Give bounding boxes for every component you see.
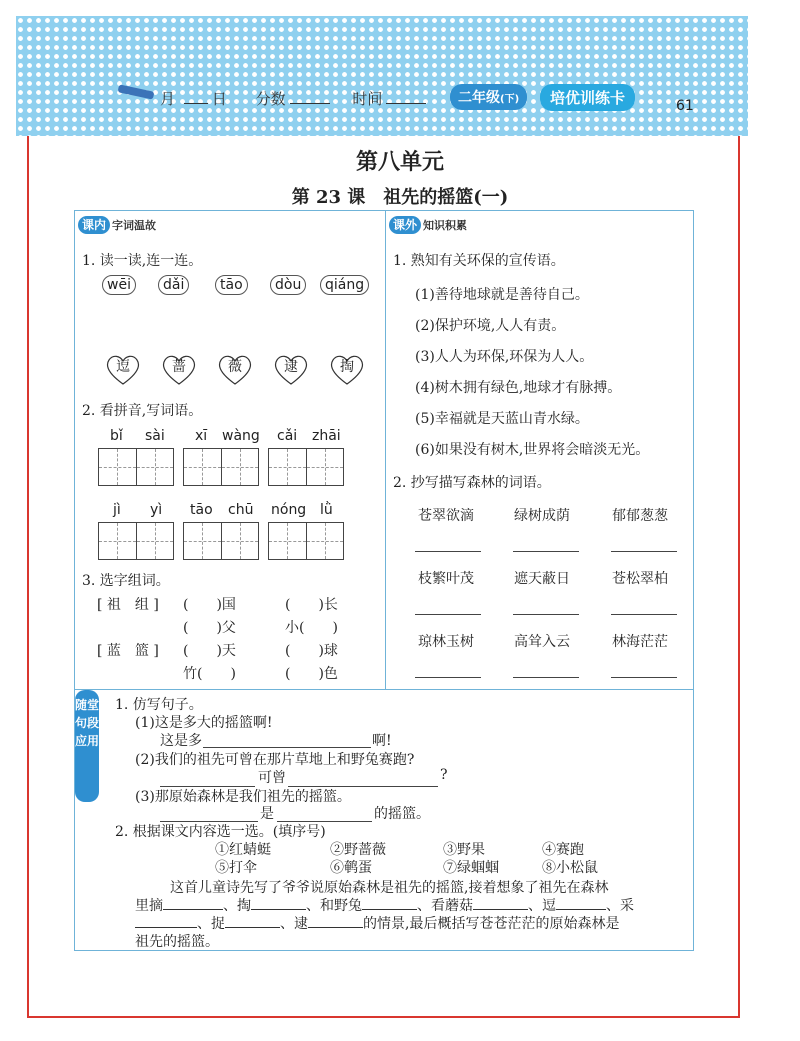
para-text: 里摘: [135, 898, 163, 914]
sentence-suffix: 啊!: [372, 733, 392, 749]
paragraph-line: [135, 913, 619, 933]
month-label: 月: [160, 90, 176, 108]
option: ⑧小松鼠: [542, 860, 598, 876]
copy-blank[interactable]: [415, 550, 481, 552]
heart-label: 蔷: [172, 359, 186, 375]
compose-item[interactable]: ( )色: [285, 666, 338, 682]
compose-item[interactable]: 小( ): [285, 620, 338, 636]
compose-item[interactable]: ( )父: [183, 620, 236, 636]
header-info: [120, 88, 430, 109]
copy-blank[interactable]: [513, 676, 579, 678]
option: ①红蜻蜓: [215, 842, 271, 858]
writing-grid[interactable]: [98, 522, 174, 560]
right-q1: 1. 熟知有关环保的宣传语。: [393, 253, 565, 269]
fill-blank[interactable]: [308, 915, 363, 928]
slogan: (3)人人为环保,环保为人人。: [415, 349, 594, 365]
forest-word: 苍松翠柏: [612, 571, 668, 587]
score-label: 分数: [255, 90, 286, 108]
option: ⑥鹌蛋: [330, 860, 372, 876]
writing-grid[interactable]: [183, 448, 259, 486]
heart-char[interactable]: [104, 352, 142, 382]
forest-word: 林海茫茫: [612, 634, 668, 650]
left-tag-sub: 字词温故: [112, 219, 157, 232]
copy-blank[interactable]: [415, 676, 481, 678]
day-blank[interactable]: [184, 91, 208, 104]
paragraph-line: 这首儿童诗先写了爷爷说原始森林是祖先的摇篮,接着想象了祖先在森林: [170, 880, 609, 896]
word-pinyin: chū: [228, 502, 254, 518]
copy-blank[interactable]: [513, 613, 579, 615]
imitation-blank[interactable]: [203, 746, 371, 748]
word-pinyin: bǐ: [110, 428, 123, 444]
slogan: (1)善待地球就是善待自己。: [415, 287, 589, 303]
group2-label: [ 蓝 篮 ]: [97, 643, 159, 659]
fill-blank[interactable]: [225, 915, 280, 928]
pinyin-bubble[interactable]: dǎi: [158, 275, 189, 295]
forest-word: 绿树成荫: [514, 508, 570, 524]
right-q2: 2. 抄写描写森林的词语。: [393, 475, 551, 491]
forest-word: 郁郁葱葱: [612, 508, 668, 524]
heart-char[interactable]: [328, 352, 366, 382]
compose-item[interactable]: ( )球: [285, 643, 338, 659]
sentence-model: (1)这是多大的摇篮啊!: [135, 715, 273, 731]
score-blank[interactable]: [290, 91, 330, 104]
option: ③野果: [443, 842, 485, 858]
sentence-suffix: 的摇篮。: [374, 806, 430, 822]
word-pinyin: wàng: [222, 428, 260, 444]
forest-word: 枝繁叶茂: [418, 571, 474, 587]
forest-word: 琼林玉树: [418, 634, 474, 650]
copy-blank[interactable]: [611, 613, 677, 615]
pinyin-bubble[interactable]: tāo: [215, 275, 248, 295]
heart-char[interactable]: [216, 352, 254, 382]
grade-text: 二年级: [458, 90, 500, 106]
para-text: 、逗: [528, 898, 556, 914]
word-pinyin: cǎi: [277, 428, 298, 444]
writing-grid[interactable]: [268, 522, 344, 560]
time-blank[interactable]: [386, 91, 426, 104]
pinyin-bubble[interactable]: wēi: [102, 275, 136, 295]
left-q2: 2. 看拼音,写词语。: [82, 403, 203, 419]
pinyin-bubble[interactable]: qiáng: [320, 275, 369, 295]
fill-blank[interactable]: [135, 915, 197, 928]
word-pinyin: jì: [113, 502, 121, 518]
card-title: 培优训练卡: [540, 84, 635, 111]
para-text: 的情景,最后概括写苍苍茫茫的原始森林是: [363, 916, 620, 932]
right-tag-sub: 知识积累: [423, 219, 468, 232]
copy-blank[interactable]: [611, 676, 677, 678]
writing-grid[interactable]: [268, 448, 344, 486]
option: ②野蔷薇: [330, 842, 386, 858]
lesson-title: 第 23 课 祖先的摇篮(一): [291, 187, 509, 208]
fill-blank[interactable]: [163, 897, 223, 910]
left-section-tag: [78, 216, 156, 233]
compose-item[interactable]: ( )国: [183, 597, 236, 613]
fill-blank[interactable]: [556, 897, 606, 910]
heart-label: 逮: [284, 359, 298, 375]
heart-label: 薇: [228, 359, 242, 375]
para-text: 、捉: [197, 916, 225, 932]
paragraph-line: [135, 895, 634, 915]
para-text: 、看蘑菇: [417, 898, 473, 914]
compose-item[interactable]: ( )天: [183, 643, 236, 659]
forest-word: 高耸入云: [514, 634, 570, 650]
paragraph-line: 祖先的摇篮。: [135, 934, 219, 950]
word-pinyin: sài: [145, 428, 165, 444]
sentence-mid: 可曾: [258, 770, 286, 786]
heart-label: 逗: [116, 359, 130, 375]
slogan: (6)如果没有树木,世界将会暗淡无光。: [415, 442, 650, 458]
fill-blank[interactable]: [362, 897, 417, 910]
right-section-tag: [389, 216, 467, 233]
left-tag-main: 课内: [78, 216, 110, 234]
header-banner: [16, 16, 748, 136]
bottom-q2: 2. 根据课文内容选一选。(填序号): [115, 824, 326, 840]
sentence-model: (2)我们的祖先可曾在那片草地上和野兔赛跑?: [135, 752, 415, 768]
forest-word: 苍翠欲滴: [418, 508, 474, 524]
option: ⑤打伞: [215, 860, 257, 876]
option: ④赛跑: [542, 842, 584, 858]
term-text: (下): [500, 94, 520, 105]
heart-label: 掏: [340, 359, 354, 375]
compose-item[interactable]: 竹( ): [183, 666, 236, 682]
word-pinyin: xī: [195, 428, 208, 444]
slogan: (5)幸福就是天蓝山青水绿。: [415, 411, 589, 427]
word-pinyin: yì: [150, 502, 163, 518]
sentence-model: (3)那原始森林是我们祖先的摇篮。: [135, 789, 351, 805]
unit-title: 第八单元: [355, 149, 444, 175]
fill-blank[interactable]: [251, 897, 306, 910]
compose-item[interactable]: ( )长: [285, 597, 338, 613]
bottom-q1: 1. 仿写句子。: [115, 697, 203, 713]
grade-badge: [450, 84, 527, 110]
heart-char[interactable]: [272, 352, 310, 382]
day-label: 日: [211, 90, 227, 108]
writing-grid[interactable]: [98, 448, 174, 486]
copy-blank[interactable]: [611, 550, 677, 552]
fill-blank[interactable]: [473, 897, 528, 910]
para-text: 、掏: [223, 898, 251, 914]
sentence-mid: 是: [260, 806, 274, 822]
slogan: (4)树木拥有绿色,地球才有脉搏。: [415, 380, 622, 396]
word-pinyin: tāo: [190, 502, 213, 518]
writing-grid[interactable]: [183, 522, 259, 560]
sentence-suffix: ?: [440, 767, 448, 783]
para-text: 、采: [606, 898, 634, 914]
heart-char[interactable]: [160, 352, 198, 382]
page-number: 61: [676, 98, 694, 114]
forest-word: 遮天蔽日: [514, 571, 570, 587]
left-q1: 1. 读一读,连一连。: [82, 253, 203, 269]
para-text: 、和野兔: [306, 898, 362, 914]
group1-label: [ 祖 组 ]: [97, 597, 159, 613]
para-text: 、逮: [280, 916, 308, 932]
right-tag-main: 课外: [389, 216, 421, 234]
word-pinyin: lǜ: [320, 502, 333, 518]
word-pinyin: nóng: [271, 502, 307, 518]
option: ⑦绿蝈蝈: [443, 860, 499, 876]
copy-blank[interactable]: [415, 613, 481, 615]
left-q3: 3. 选字组词。: [82, 573, 170, 589]
word-pinyin: zhāi: [312, 428, 341, 444]
slogan: (2)保护环境,人人有责。: [415, 318, 566, 334]
time-label: 时间: [352, 90, 383, 108]
sentence-prefix: 这是多: [160, 733, 202, 749]
bottom-section-tag: 随堂句段应用: [75, 690, 99, 802]
pinyin-bubble[interactable]: dòu: [270, 275, 306, 295]
copy-blank[interactable]: [513, 550, 579, 552]
